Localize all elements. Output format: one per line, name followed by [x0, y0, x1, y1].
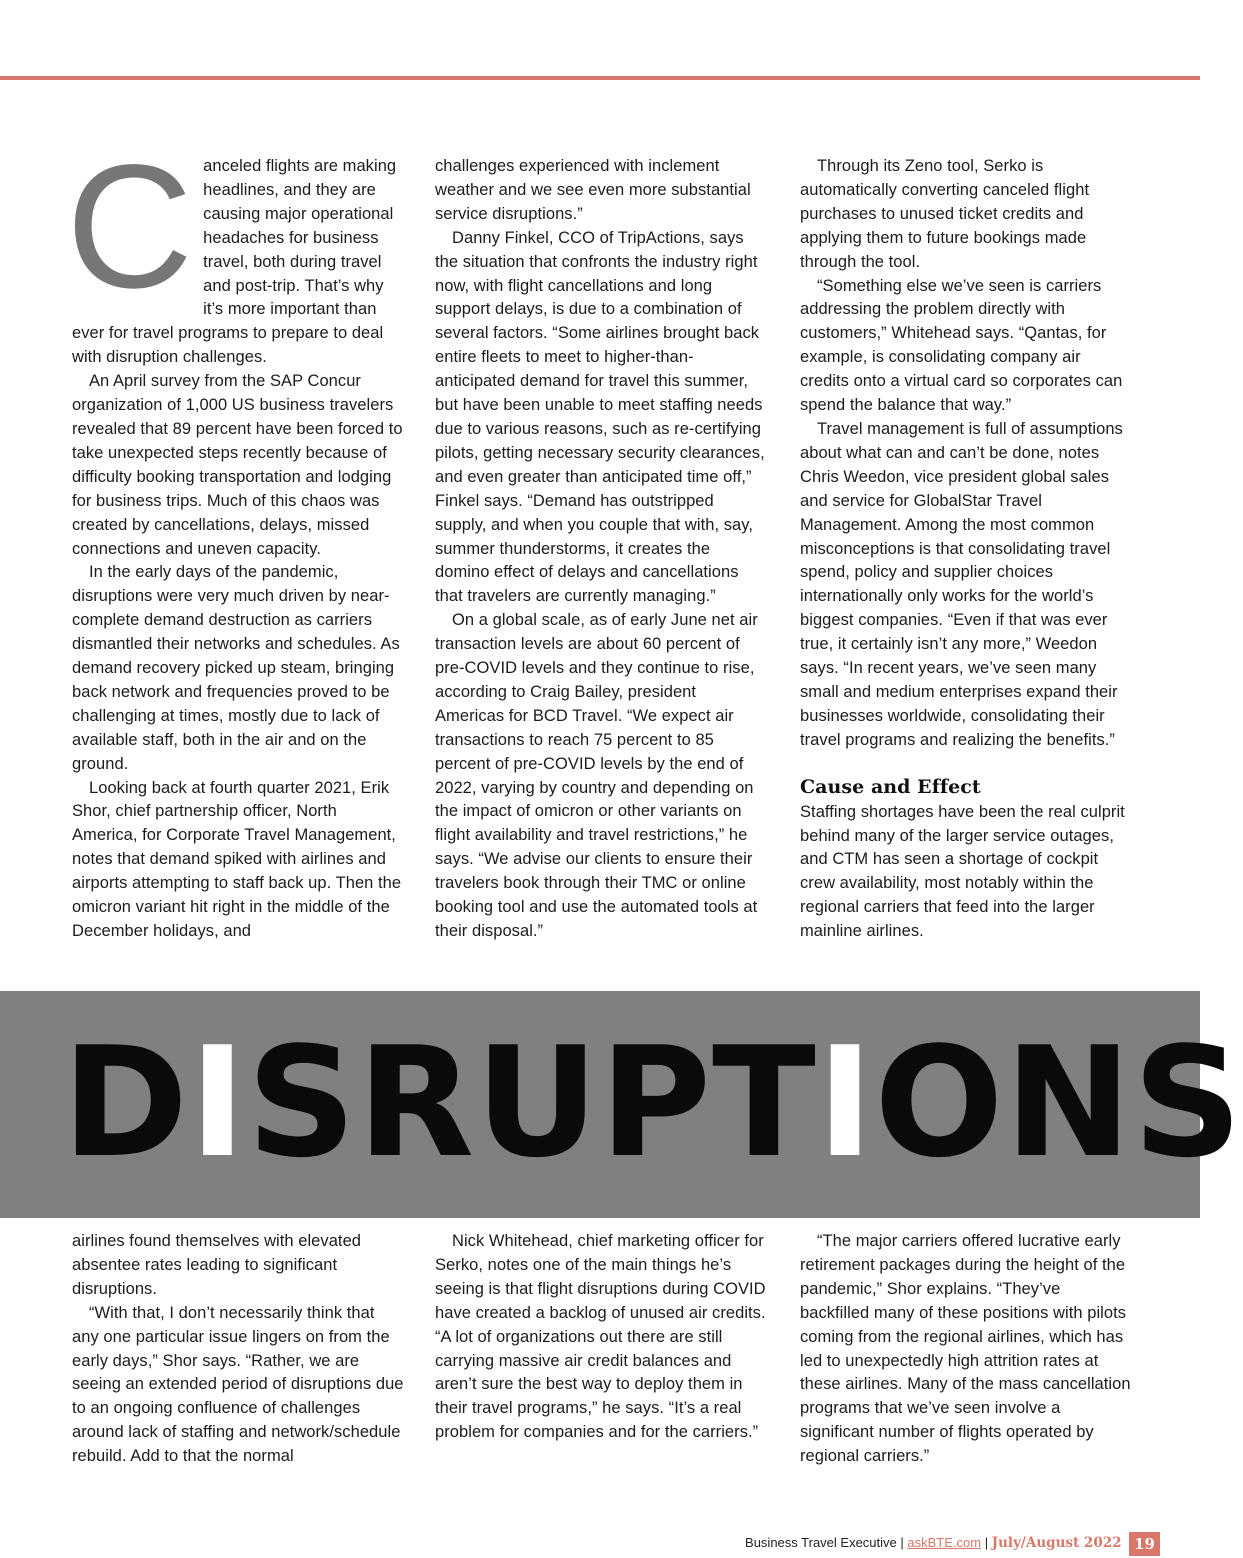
paragraph: Through its Zeno tool, Serko is automatically converting canceled flight purchases to unused ticket credits and applying them to future bookings made through the tool.: [800, 157, 1090, 271]
website-link[interactable]: askBTE.com: [907, 1535, 982, 1550]
paragraph: anceled flights are making headlines, and they are causing major operational headaches for business travel, both during travel and post-trip. That’s why it’s more important than ever for travel programs to prepare to deal with disruption challenges.: [72, 157, 397, 367]
article-column-3-bottom: [800, 1230, 1132, 1469]
footer-separator: |: [984, 1535, 989, 1550]
paragraph: On a global scale, as of early June net air transaction levels are about 60 percent of pre-COVID levels and they continue to rise, according to Craig Bailey, president Americas for BCD Travel. “We expect air transactions to reach 75 percent to 85 percent of pre-COVID levels by the end of 2022, varying by country and depending on the impact of omicron or other variants on flight availability and travel restrictions,” he says. “We advise our clients to ensure their travelers book through their TMC or online booking tool and use the automated tools at their disposal.”: [435, 611, 758, 940]
headline-disruptions: [62, 1014, 1243, 1191]
paragraph: “With that, I don’t necessarily think that any one particular issue lingers on from the early days,” Shor says. “Rather, we are seeing an extended period of disruptions due to an ongoing confluence of challenges around lack of staffing and network/schedule rebuild. Add to that the normal: [72, 1303, 404, 1466]
drop-cap: C: [66, 129, 194, 325]
article-column-2-bottom: [435, 1230, 767, 1445]
footer-separator: |: [900, 1535, 904, 1550]
paragraph: airlines found themselves with elevated absentee rates leading to significant disruptions.: [72, 1232, 362, 1298]
paragraph: Nick Whitehead, chief marketing officer for Serko, notes one of the main things he’s seeing is that flight disruptions during COVID have created a backlog of unused air credits. “A lot of organizations out there are still carrying massive air credit balances and aren’t sure the best way to deploy them in their travel programs,” he says. “It’s a real problem for companies and for the carriers.”: [435, 1232, 766, 1442]
paragraph: “Something else we’ve seen is carriers addressing the problem directly with customers,” Whitehead says. “Qantas, for example, is consolidating company air credits onto a virtual card so corporates can spend the balance that way.”: [800, 276, 1123, 415]
article-column-2-top: [435, 155, 767, 944]
issue-date: July/August 2022: [991, 1535, 1122, 1551]
headline-part: I: [816, 1014, 875, 1191]
page-footer: [745, 1530, 1160, 1556]
article-column-3-top: [800, 155, 1132, 944]
article-column-1-top: [66, 129, 404, 944]
paragraph: Travel management is full of assumptions about what can and can’t be done, notes Chris Weedon, vice president global sales and service for GlobalStar Travel Management. Among the most common misconceptions is that consolidating travel spend, policy and supplier choices internationally only works for the world’s biggest companies. “Even if that was ever true, it certainly isn’t any more,” Weedon says. “In recent years, we’ve seen many small and medium enterprises expand their businesses worldwide, consolidating their travel programs and realizing the benefits.”: [800, 419, 1123, 749]
page-number: 19: [1129, 1532, 1160, 1556]
headline-part: SRUPT: [246, 1014, 817, 1191]
article-column-1-bottom: [72, 1230, 404, 1469]
paragraph: In the early days of the pandemic, disruptions were very much driven by near-complete demand destruction as carriers dismantled their networks and schedules. As demand recovery picked up steam, bringing back network and frequencies proved to be challenging at times, mostly due to lack of available staff, both in the air and on the ground.: [72, 563, 400, 773]
publication-name: Business Travel Executive: [745, 1535, 897, 1550]
headline-part: D: [62, 1014, 190, 1191]
paragraph: Staffing shortages have been the real culprit behind many of the larger service outages, and CTM has seen a shortage of cockpit crew availability, most notably within the regional carriers that feed into the larger mainline airlines.: [800, 802, 1125, 941]
paragraph: “The major carriers offered lucrative early retirement packages during the height of the pandemic,” Shor explains. “They’ve backfilled many of these positions with pilots coming from the regional airlines, which has led to unexpectedly high attrition rates at these airlines. Many of the mass cancellation programs that we’ve seen involve a significant number of flights operated by regional carriers.”: [800, 1232, 1131, 1466]
headline-part: ONS: [874, 1014, 1243, 1191]
paragraph: Danny Finkel, CCO of TripActions, says the situation that confronts the industry right now, with flight cancellations and long support delays, is due to a combination of several factors. “Some airlines brought back entire fleets to meet to higher-than-anticipated demand for travel this summer, but have been unable to meet staffing needs due to various reasons, such as re-certifying pilots, getting necessary security clearances, and even greater than anticipated time off,” Finkel says. “Demand has outstripped supply, and when you couple that with, say, summer thunderstorms, it creates the domino effect of delays and cancellations that travelers are currently managing.”: [435, 228, 765, 606]
headline-part: I: [189, 1014, 247, 1191]
paragraph: challenges experienced with inclement weather and we see even more substantial service disruptions.”: [435, 157, 751, 223]
section-subhead: Cause and Effect: [800, 775, 981, 798]
top-accent-rule: [0, 76, 1200, 80]
paragraph: Looking back at fourth quarter 2021, Erik Shor, chief partnership officer, North America, for Corporate Travel Management, notes that demand spiked with airlines and airports attempting to staff back up. Then the omicron variant hit right in the middle of the December holidays, and: [72, 778, 402, 940]
paragraph: An April survey from the SAP Concur organization of 1,000 US business travelers revealed that 89 percent have been forced to take unexpected steps recently because of difficulty booking transportation and lodging for business trips. Much of this chaos was created by cancellations, delays, missed connections and uneven capacity.: [72, 372, 403, 558]
